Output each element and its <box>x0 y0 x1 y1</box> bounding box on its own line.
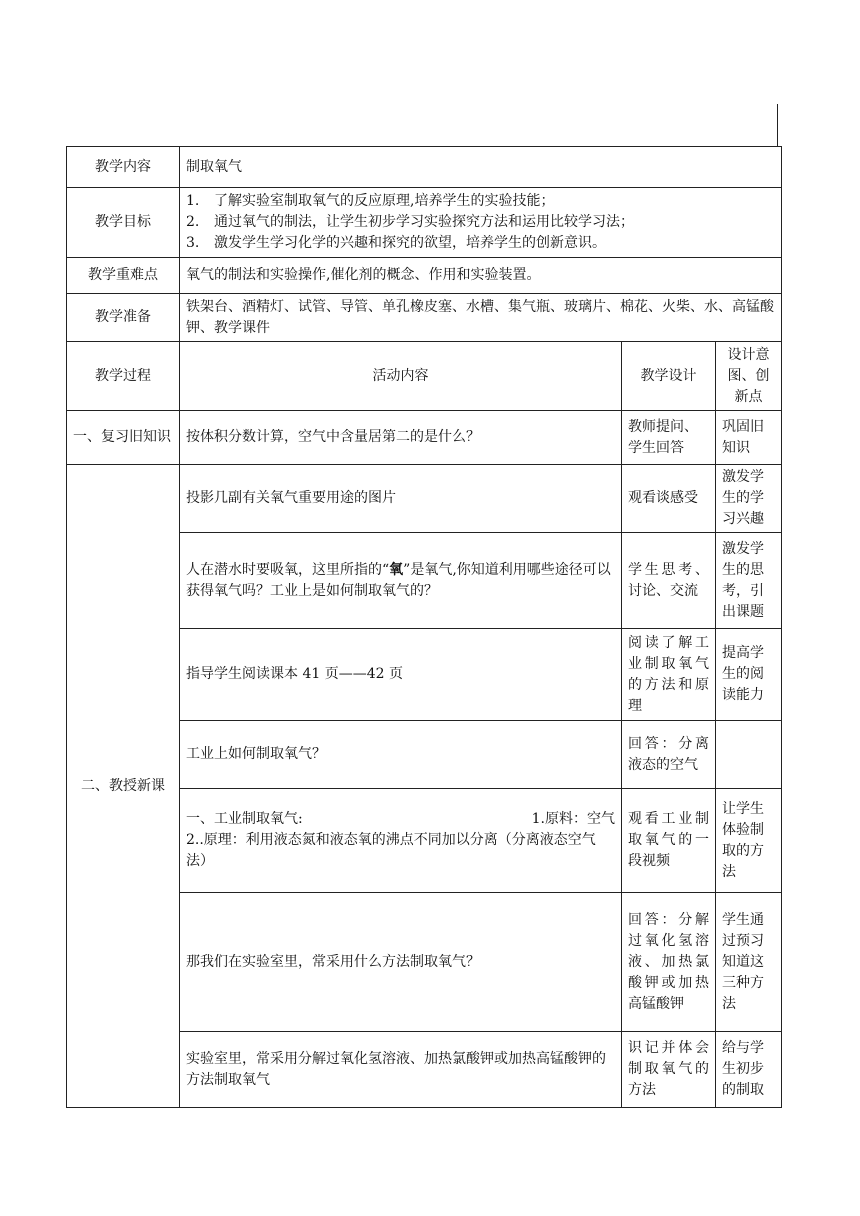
review-intent: 巩固旧知识 <box>716 411 782 465</box>
lesson-plan-table <box>66 146 782 1108</box>
row-preparation <box>67 294 782 342</box>
design-cell: 学生思考、讨论、交流 <box>622 533 716 629</box>
principle-text: 2..原理：利用液态氮和液态氧的沸点不同加以分离（分离液态空气法） <box>186 832 596 869</box>
design-cell: 阅读了解工业制取氧气的方法和原理 <box>622 629 716 721</box>
new-lesson-stage: 二、教授新课 <box>67 465 180 1108</box>
process-header-stage: 教学过程 <box>67 342 180 411</box>
row-key-points <box>67 258 782 294</box>
table-row <box>67 411 782 465</box>
activity-cell: 指导学生阅读课本 41 页——42 页 <box>180 629 622 721</box>
process-header-activity: 活动内容 <box>180 342 622 411</box>
process-header-row <box>67 342 782 411</box>
objectives-list <box>180 188 782 258</box>
review-stage: 一、复习旧知识 <box>67 411 180 465</box>
objective-item: 2. 通过氧气的制法，让学生初步学习实验探究方法和运用比较学习法； <box>186 214 634 230</box>
review-activity: 按体积分数计算，空气中含量居第二的是什么？ <box>180 411 622 465</box>
raw-material: 1.原料：空气 <box>531 811 615 827</box>
activity-cell: 工业上如何制取氧气？ <box>180 721 622 789</box>
preparation-label: 教学准备 <box>67 294 180 342</box>
activity-cell: 人在潜水时要吸氧，这里所指的“氧”是氧气,你知道利用哪些途径可以获得氧气吗？工业上是如何制取氧气的？ <box>180 533 622 629</box>
activity-cell: 实验室里，常采用分解过氧化氢溶液、加热氯酸钾或加热高锰酸钾的方法制取氧气 <box>180 1032 622 1108</box>
activity-cell <box>180 789 622 893</box>
intent-cell: 学生通过预习知道这三种方法 <box>716 893 782 1032</box>
industrial-heading: 一、工业制取氧气: <box>186 811 303 827</box>
row-content <box>67 147 782 188</box>
process-header-intent: 设计意图、创新点 <box>716 342 782 411</box>
key-points-value: 氧气的制法和实验操作,催化剂的概念、作用和实验装置。 <box>180 258 782 294</box>
design-cell: 回答：分解过氧化氢溶液、加热氯酸钾或加热高锰酸钾 <box>622 893 716 1032</box>
process-header-design: 教学设计 <box>622 342 716 411</box>
objective-item: 1. 了解实验室制取氧气的反应原理,培养学生的实验技能； <box>186 193 555 209</box>
key-points-label: 教学重难点 <box>67 258 180 294</box>
intent-cell: 提高学生的阅读能力 <box>716 629 782 721</box>
preparation-value: 铁架台、酒精灯、试管、导管、单孔橡皮塞、水槽、集气瓶、玻璃片、棉花、火柴、水、高锰酸钾、教学课件 <box>180 294 782 342</box>
table-row <box>67 465 782 533</box>
design-cell: 观看谈感受 <box>622 465 716 533</box>
intent-cell: 给与学生初步的制取 <box>716 1032 782 1108</box>
intent-cell: 让学生体验制取的方法 <box>716 789 782 893</box>
review-design: 教师提问、学生回答 <box>622 411 716 465</box>
activity-cell: 投影几副有关氧气重要用途的图片 <box>180 465 622 533</box>
content-value: 制取氧气 <box>180 147 782 188</box>
objective-item: 3. 激发学生学习化学的兴趣和探究的欲望，培养学生的创新意识。 <box>186 235 606 251</box>
activity-cell: 那我们在实验室里，常采用什么方法制取氧气？ <box>180 893 622 1032</box>
intent-cell: 激发学生的思考，引出课题 <box>716 533 782 629</box>
design-cell: 回答：分离液态的空气 <box>622 721 716 789</box>
intent-cell <box>716 721 782 789</box>
design-cell: 观看工业制取氧气的一段视频 <box>622 789 716 893</box>
content-label: 教学内容 <box>67 147 180 188</box>
intent-cell: 激发学生的学习兴趣 <box>716 465 782 533</box>
row-objectives <box>67 188 782 258</box>
objectives-label: 教学目标 <box>67 188 180 258</box>
design-cell: 识记并体会制取氧气的方法 <box>622 1032 716 1108</box>
margin-rule <box>777 104 778 146</box>
emphasis-text: 氧 <box>389 561 404 578</box>
